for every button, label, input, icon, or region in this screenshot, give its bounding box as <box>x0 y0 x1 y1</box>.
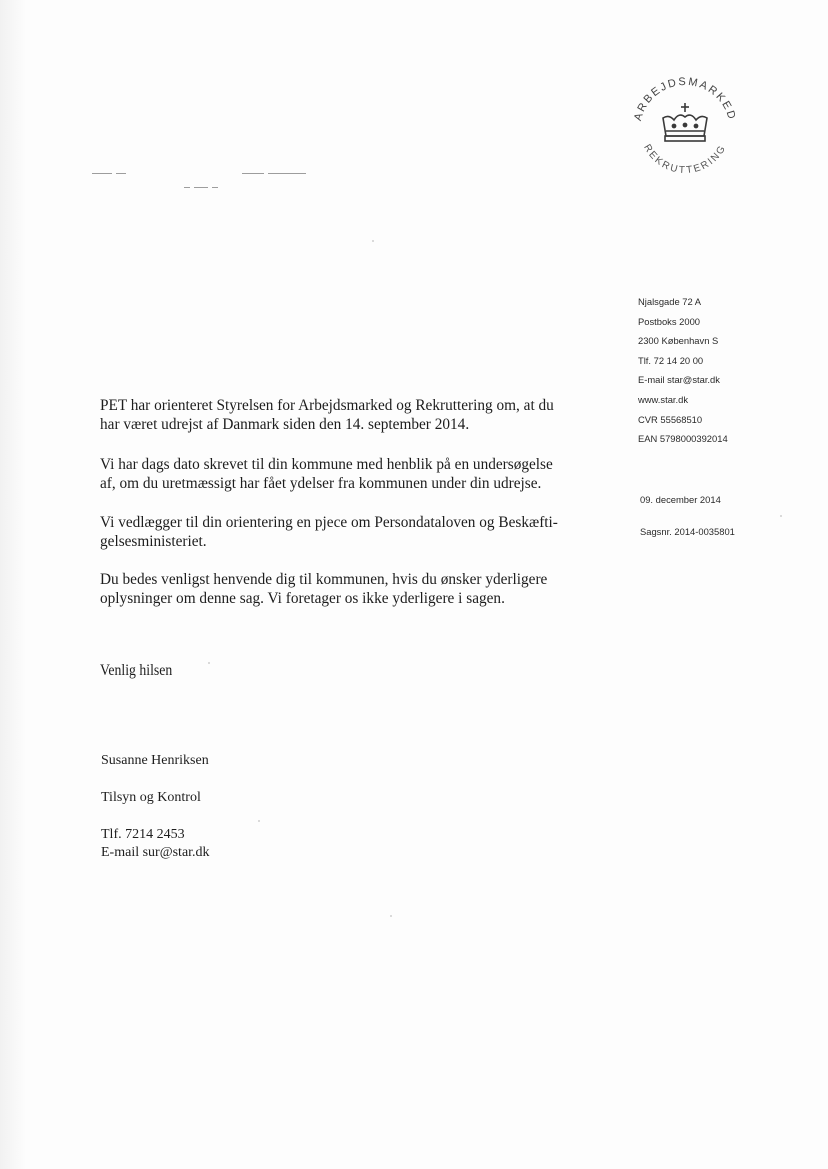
paragraph-line: gelsesministeriet. <box>100 533 207 550</box>
scan-speck <box>372 240 374 242</box>
sender-phone: Tlf. 72 14 20 00 <box>638 354 704 366</box>
paragraph <box>100 455 600 493</box>
paragraph-line: Vi har dags dato skrevet til din kommune med henblik på en undersøgelse <box>100 456 553 473</box>
paragraph-line: af, om du uretmæssigt har fået ydelser fra kommunen under din udrejse. <box>100 475 542 492</box>
sender-city: 2300 København S <box>638 335 719 347</box>
signatory-department: Tilsyn og Kontrol <box>101 790 201 805</box>
signatory-email: E-mail sur@star.dk <box>101 845 210 860</box>
sender-website: www.star.dk <box>638 393 689 405</box>
paragraph-line: oplysninger om denne sag. Vi foretager os ikke yderligere i sagen. <box>100 590 505 607</box>
crown-icon <box>663 103 707 141</box>
seal-top-text <box>632 76 738 122</box>
seal-top-textpath: ARBEJDSMARKED <box>631 75 739 123</box>
sender-ean: EAN 5798000392014 <box>638 433 728 445</box>
redacted-address-line <box>92 170 306 178</box>
scan-shadow <box>0 0 26 1169</box>
sender-address <box>638 295 818 452</box>
paragraph <box>100 513 600 551</box>
closing-salutation: Venlig hilsen <box>100 662 173 679</box>
case-number: Sagsnr. 2014-0035801 <box>640 526 735 537</box>
scan-speck <box>258 820 260 822</box>
signatory-contact <box>101 826 210 862</box>
sender-email: E-mail star@star.dk <box>638 374 720 386</box>
sender-street: Njalsgade 72 A <box>638 296 702 307</box>
paragraph <box>100 396 600 434</box>
paragraph-line: PET har orienteret Styrelsen for Arbejdsmarked og Rekruttering om, at du <box>100 397 554 414</box>
sender-postbox: Postboks 2000 <box>638 315 701 327</box>
seal-bottom-text <box>641 143 729 177</box>
signatory-phone: Tlf. 7214 2453 <box>101 827 185 842</box>
agency-seal-logo <box>624 70 746 188</box>
redacted-address-line <box>184 184 218 188</box>
signatory-name: Susanne Henriksen <box>101 753 209 768</box>
sender-cvr: CVR 55568510 <box>638 413 703 425</box>
scan-speck <box>390 915 392 917</box>
letter-date: 09. december 2014 <box>640 494 721 505</box>
seal-bottom-textpath: REKRUTTERING <box>641 142 729 177</box>
scan-speck <box>780 515 782 517</box>
paragraph <box>100 570 600 608</box>
paragraph-line: Du bedes venligst henvende dig til kommunen, hvis du ønsker yderligere <box>100 571 548 588</box>
scan-speck <box>208 662 210 664</box>
paragraph-line: har været udrejst af Danmark siden den 14. september 2014. <box>100 416 470 433</box>
paragraph-line: Vi vedlægger til din orientering en pjece om Persondataloven og Beskæfti- <box>100 514 558 531</box>
